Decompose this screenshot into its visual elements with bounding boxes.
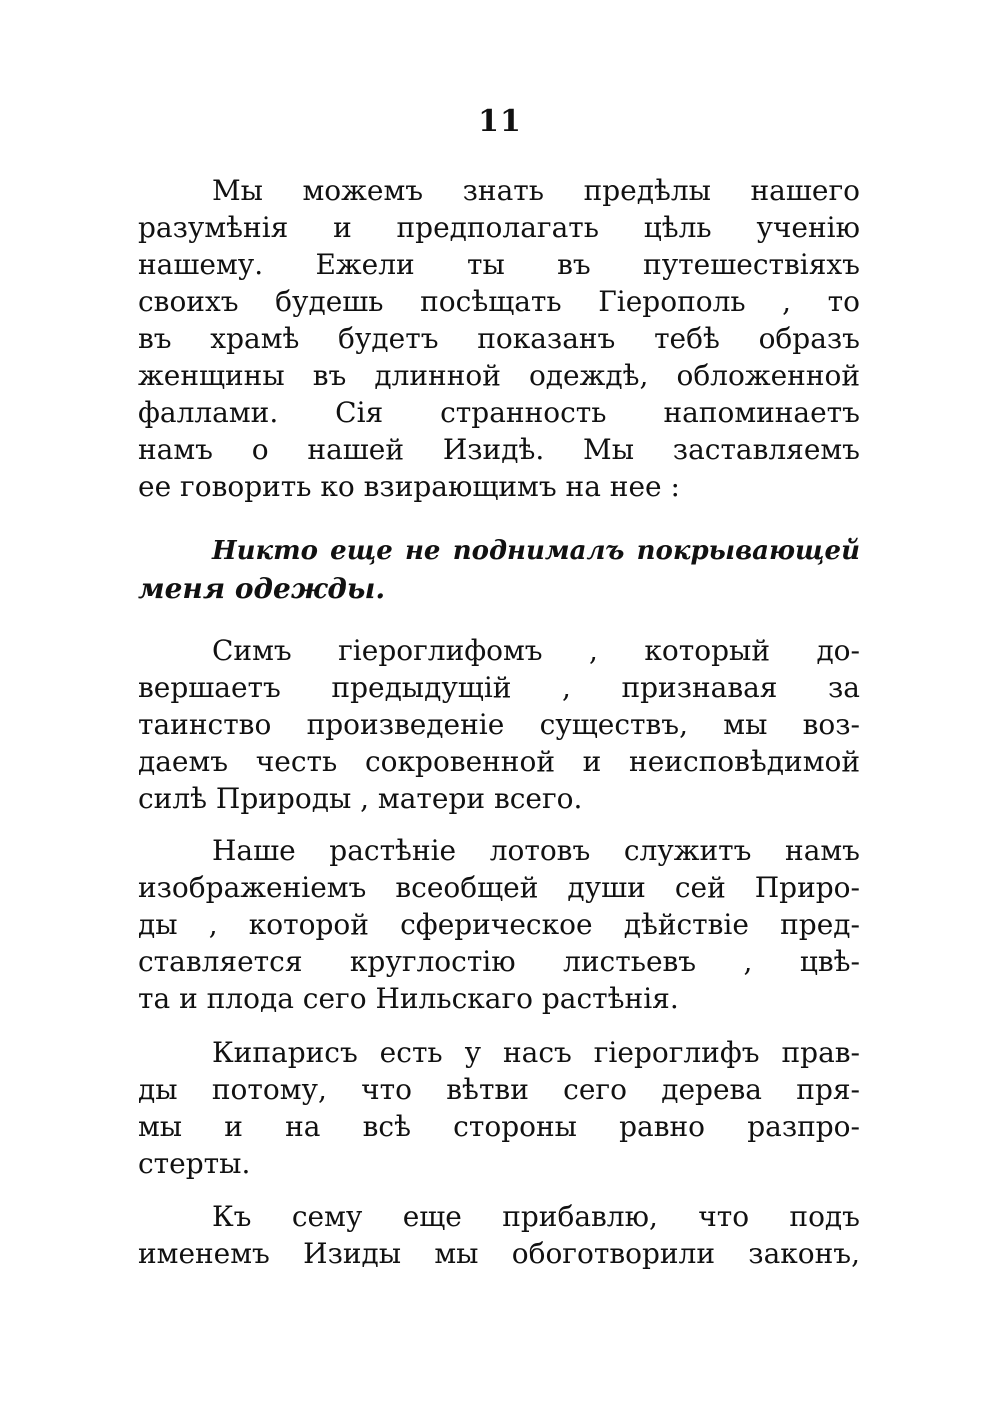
text-line: Мы можемъ знать предѣлы нашего (212, 174, 860, 207)
text-line: ставляется круглостію листьевъ , цвѣ- (138, 945, 860, 978)
text-line: своихъ будешь посѣщать Гіерополь , то (138, 285, 860, 318)
text-line: таинство произведеніе существъ, мы воз- (138, 708, 860, 741)
text-line: намъ о нашей Изидѣ. Мы заставляемъ (138, 433, 860, 466)
paragraph-5 (138, 1034, 860, 1182)
text-line: Къ сему еще прибавлю, что подъ (212, 1200, 860, 1233)
text-line: Кипарисъ есть у насъ гіероглифъ прав- (212, 1036, 860, 1069)
text-line: стерты. (138, 1147, 251, 1180)
text-line: силѣ Природы , матери всего. (138, 782, 583, 815)
text-line: женщины въ длинной одеждѣ, обложенной (138, 359, 860, 392)
text-line: даемъ честь сокровенной и неисповѣдимой (138, 745, 860, 778)
text-line: вершаетъ предыдущій , признавая за (138, 671, 860, 704)
text-line: ды потому, что вѣтви сего дерева пря- (138, 1073, 860, 1106)
text-line: въ храмѣ будетъ показанъ тебѣ образъ (138, 322, 860, 355)
text-line: Симъ гіероглифомъ , который до- (212, 634, 860, 667)
paragraph-1 (138, 172, 860, 505)
text-line: ее говорить ко взирающимъ на нее : (138, 470, 680, 503)
text-line: изображеніемъ всеобщей души сей Приро- (138, 871, 860, 904)
text-line: именемъ Изиды мы обоготворили законъ, (138, 1237, 860, 1270)
page-number: 11 (478, 104, 522, 139)
paragraph-3 (138, 632, 860, 817)
text-line: разумѣнія и предполагать цѣль ученію (138, 211, 860, 244)
text-line: фаллами. Сія странность напоминаетъ (138, 396, 860, 429)
text-line: Никто еще не поднималъ покрывающей (212, 536, 860, 566)
text-line: мы и на всѣ стороны равно разпро- (138, 1110, 860, 1143)
text-line: та и плода сего Нильскаго растѣнія. (138, 982, 679, 1015)
italic-quotation (138, 533, 860, 607)
paragraph-4 (138, 832, 860, 1017)
paragraph-6 (138, 1198, 860, 1272)
text-line: меня одежды. (138, 572, 386, 605)
text-line: нашему. Ежели ты въ путешествіяхъ (138, 248, 860, 281)
text-line: Наше растѣніе лотовъ служитъ намъ (212, 834, 860, 867)
text-line: ды , которой сферическое дѣйствіе пред- (138, 908, 860, 941)
